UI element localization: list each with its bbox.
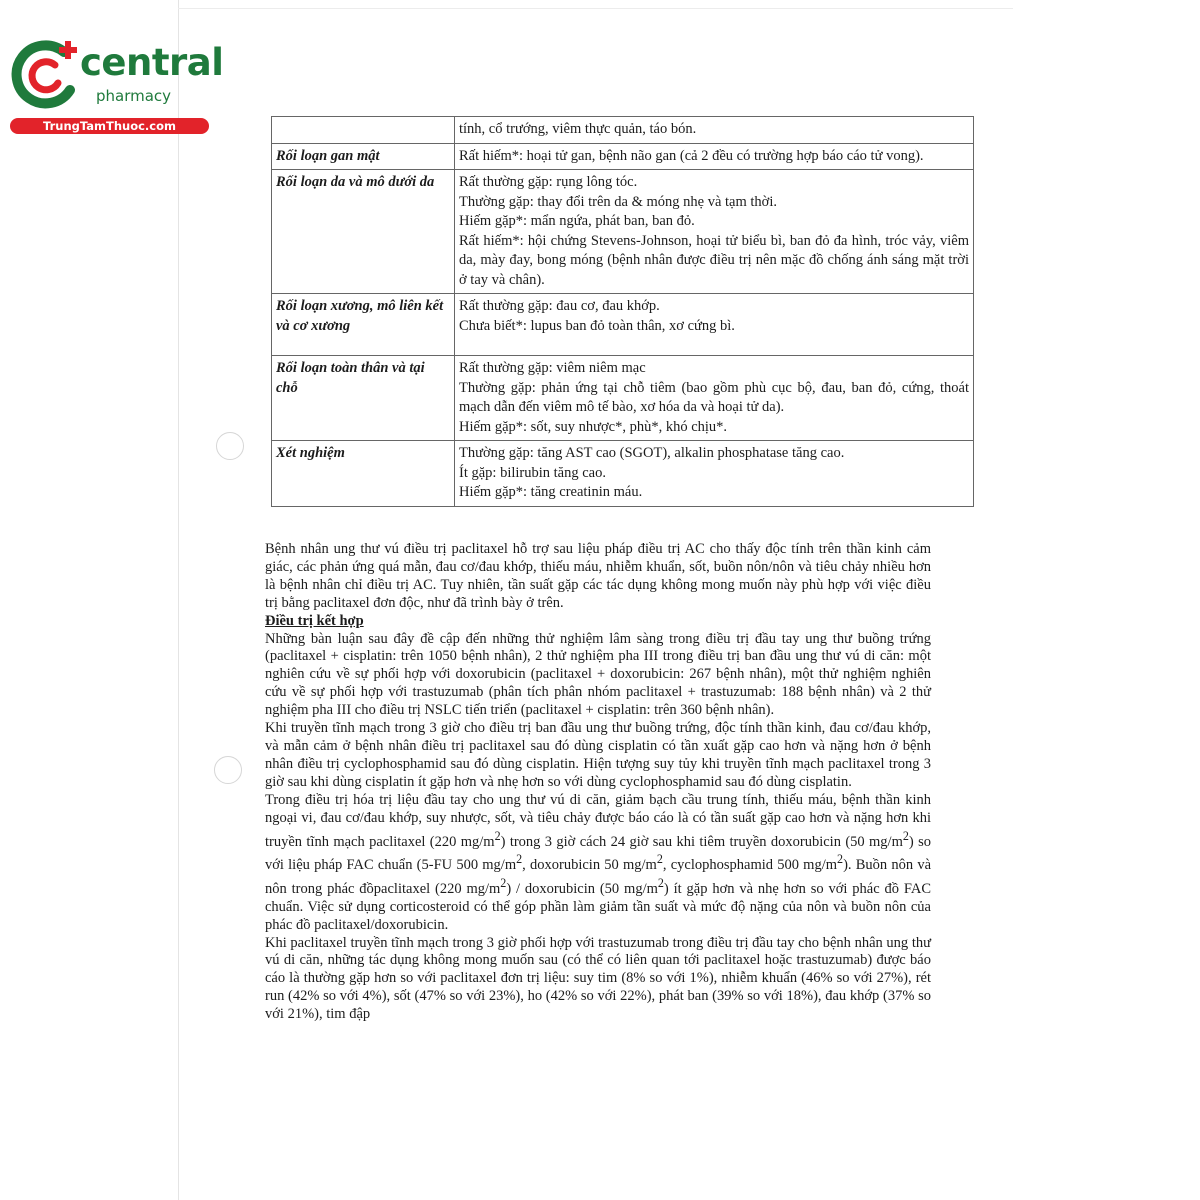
superscript: 2 — [657, 875, 664, 890]
superscript: 2 — [902, 828, 909, 843]
text-run: ) trong 3 giờ cách 24 giờ sau khi tiêm truyền doxorubicin (50 mg/m — [500, 833, 903, 850]
punch-hole — [214, 756, 242, 784]
description-line: Rất thường gặp: viêm niêm mạc — [459, 360, 646, 376]
description-line: Rất thường gặp: đau cơ, đau khớp. — [459, 298, 660, 314]
description-line: tính, cổ trướng, viêm thực quản, táo bón. — [459, 121, 697, 137]
text-run: ) / doxorubicin (50 mg/m — [506, 880, 658, 897]
superscript: 2 — [500, 875, 507, 890]
row-description — [455, 170, 974, 294]
row-description — [455, 441, 974, 507]
row-description — [455, 117, 974, 144]
description-line: Thường gặp: tăng AST cao (SGOT), alkalin phosphatase tăng cao. — [459, 445, 845, 461]
adverse-effects-table — [271, 116, 974, 507]
table-row — [272, 143, 974, 170]
paragraph: Bệnh nhân ung thư vú điều trị paclitaxel hỗ trợ sau liệu pháp điều trị AC cho thấy độc tính trên thần kinh cảm giác, các phản ứng quá mẫn, đau cơ/đau khớp, thiếu máu, nhiễm khuẩn, sốt, buồn nôn/nôn và tiêu chảy nhiều hơn là bệnh nhân chỉ điều trị AC. Tuy nhiên, tần suất gặp các tác dụng không mong muốn này phù hợp với việc điều trị bằng paclitaxel đơn độc, như đã trình bày ở trên. — [265, 541, 931, 611]
description-line: Thường gặp: thay đổi trên da & móng nhẹ và tạm thời. — [459, 193, 777, 210]
document-body — [265, 541, 931, 1024]
text-run: ). Buồn nôn và nôn trong phác đồpaclitaxel (220 mg/m — [265, 857, 932, 897]
description-line: Ít gặp: bilirubin tăng cao. — [459, 464, 606, 481]
table-row — [272, 170, 974, 294]
table-row — [272, 117, 974, 144]
table-row — [272, 356, 974, 441]
row-description — [455, 356, 974, 441]
superscript: 2 — [656, 852, 663, 867]
paragraph: Những bàn luận sau đây đề cập đến những thử nghiệm lâm sàng trong điều trị đầu tay ung thư buồng trứng (paclitaxel + cisplatin: trên 1050 bệnh nhân), 2 thử nghiệm pha III trong điều trị ban đầu ung thư vú di căn: một nghiên cứu về sự phối hợp với doxorubicin (paclitaxel + doxorubicin: 267 bệnh nhân), một thử nghiệm nghiên cứu về sự phối hợp với trastuzumab (phân tích phân nhóm paclitaxel + trastuzumab: 188 bệnh nhân) và 2 thử nghiệm pha III cho điều trị NSLC tiến triển (paclitaxel + cisplatin: trên 360 bệnh nhân). — [265, 630, 931, 719]
text-run: ) ít gặp hơn và nhẹ hơn so với phác đồ FAC chuẩn. Việc sử dụng corticosteroid có thể góp phần làm giảm tần suất và mức độ nặng của nôn và buồn nôn của phác đồ paclitaxel/doxorubicin. — [265, 880, 931, 933]
description-line: Chưa biết*: lupus ban đỏ toàn thân, xơ cứng bì. — [459, 317, 735, 334]
description-line: Rất thường gặp: rụng lông tóc. — [459, 174, 638, 190]
text-run: , cyclophosphamid 500 mg/m — [662, 857, 838, 874]
punch-hole — [216, 432, 244, 460]
description-line: Thường gặp: phản ứng tại chỗ tiêm (bao gồm phù cục bộ, đau, ban đỏ, cứng, thoát mạch dẫn đến viêm mô tế bào, xơ hóa da và hoại tử da). — [459, 379, 969, 415]
row-category: Rối loạn gan mật — [272, 143, 455, 170]
logo-url-badge: TrungTamThuoc.com — [10, 118, 209, 134]
logo-subtitle: pharmacy — [96, 87, 172, 105]
description-line: Hiếm gặp*: sốt, suy nhược*, phù*, khó chịu*. — [459, 418, 728, 435]
row-category — [272, 117, 455, 144]
superscript: 2 — [837, 852, 844, 867]
row-category: Xét nghiệm — [272, 441, 455, 507]
paragraph: Khi paclitaxel truyền tĩnh mạch trong 3 giờ phối hợp với trastuzumab trong điều trị đầu tay cho bệnh nhân ung thư vú di căn, những tác dụng không mong muốn sau (có thể có liên quan tới paclitaxel hoặc trastuzumab) được báo cáo là thường gặp hơn so với paclitaxel đơn trị liệu: suy tim (8% so với 1%), nhiễm khuẩn (46% so với 27%), rét run (42% so với 4%), sốt (47% so với 23%), ho (42% so với 22%), phát ban (39% so với 18%), đau khớp (37% so với 21%), tim đập — [265, 934, 931, 1023]
row-description — [455, 143, 974, 170]
section-heading: Điều trị kết hợp — [265, 612, 364, 629]
description-line: Hiếm gặp*: mẩn ngứa, phát ban, ban đỏ. — [459, 213, 695, 229]
text-run: Trong điều trị hóa trị liệu đầu tay cho ung thư vú di căn, giảm bạch cầu trung tính, thiếu máu, bệnh thần kinh ngoại vi, đau cơ/đau khớp, suy nhược, sốt, và tiêu chảy được báo cáo là có tần suất gặp cao hơn và nặng hơn khi truyền tĩnh mạch paclitaxel (220 mg/m — [265, 791, 931, 850]
row-category: Rối loạn da và mô dưới da — [272, 170, 455, 294]
paragraph — [265, 792, 931, 935]
row-category: Rối loạn toàn thân và tại chỗ — [272, 356, 455, 441]
superscript: 2 — [494, 828, 501, 843]
paragraph: Khi truyền tĩnh mạch trong 3 giờ cho điều trị ban đầu ung thư buồng trứng, độc tính thần kinh, đau cơ/đau khớp, và mẫn cảm ở bệnh nhân điều trị paclitaxel sau đó dùng cisplatin có tần xuất gặp cao hơn và nặng hơn ở bệnh nhân điều trị cyclophosphamid sau đó dùng cisplatin. Hiện tượng suy tủy khi truyền tĩnh mạch paclitaxel trong 3 giờ sau khi dùng cisplatin ít gặp hơn và nhẹ hơn so với dùng cyclophosphamid sau đó dùng cisplatin. — [265, 720, 931, 790]
superscript: 2 — [516, 852, 523, 867]
description-line: Hiếm gặp*: tăng creatinin máu. — [459, 484, 643, 500]
text-run: ) so với liệu pháp FAC chuẩn (5-FU 500 mg/m — [265, 833, 931, 874]
logo-name: central — [80, 41, 224, 84]
table-row — [272, 441, 974, 507]
pharmacy-logo — [10, 38, 90, 121]
text-run: , doxorubicin 50 mg/m — [522, 857, 657, 874]
row-category: Rối loạn xương, mô liên kết và cơ xương — [272, 294, 455, 356]
description-line: Rất hiếm*: hội chứng Stevens-Johnson, hoại tử biểu bì, ban đỏ đa hình, tróc vảy, viêm da, mày đay, bong móng (bệnh nhân được điều trị nên mặc đồ chống ánh sáng mặt trời ở tay và chân). — [459, 232, 969, 288]
row-description — [455, 294, 974, 356]
description-line: Rất hiếm*: hoại tử gan, bệnh não gan (cả 2 đều có trường hợp báo cáo tử vong). — [459, 147, 924, 164]
table-row — [272, 294, 974, 356]
page-top-line — [178, 8, 1013, 9]
logo-c-icon — [10, 38, 90, 116]
